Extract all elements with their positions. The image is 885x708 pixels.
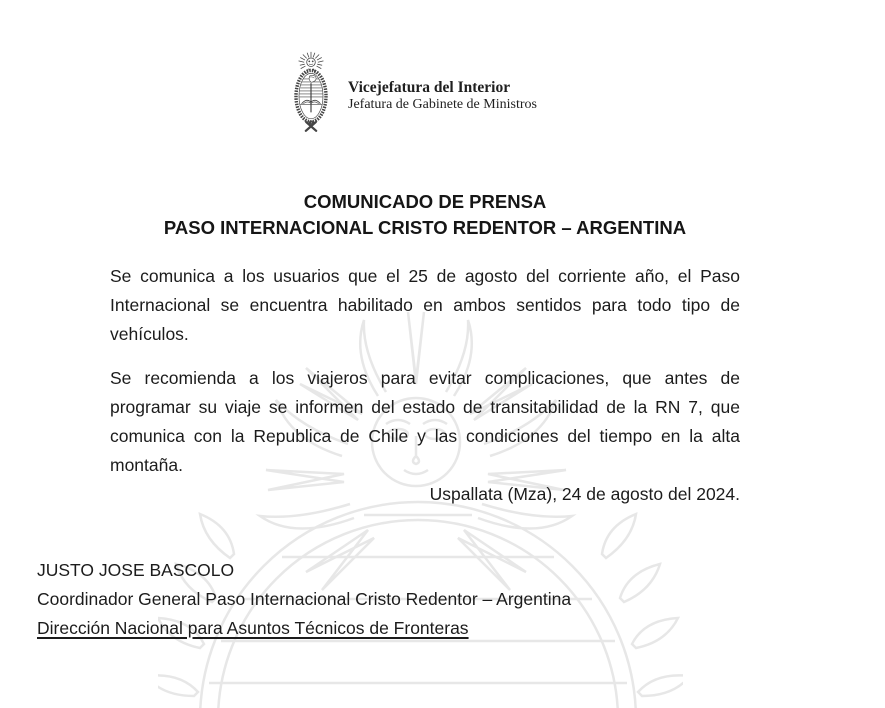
title-line-1: COMUNICADO DE PRENSA bbox=[303, 191, 547, 212]
dateline: Uspallata (Mza), 24 de agosto del 2024. bbox=[429, 484, 740, 504]
signature-block bbox=[37, 556, 571, 643]
signer-department: Dirección Nacional para Asuntos Técnicos de Fronteras bbox=[37, 618, 469, 638]
document-title bbox=[110, 189, 740, 241]
paragraph-line: Internacional se encuentra habilitado en ambos sentidos para todo tipo de bbox=[110, 295, 740, 315]
paragraph-line: comunica con la Republica de Chile y las condiciones del tiempo en la alta bbox=[110, 426, 740, 446]
letterhead bbox=[348, 79, 537, 113]
paragraph-line: montaña. bbox=[110, 455, 183, 475]
signer-name: JUSTO JOSE BASCOLO bbox=[37, 560, 235, 580]
paragraph-line: programar su viaje se informen del estado de transitabilidad de la RN 7, que bbox=[110, 397, 740, 417]
org-parent: Jefatura de Gabinete de Ministros bbox=[348, 97, 537, 112]
paragraph-line: vehículos. bbox=[110, 324, 189, 344]
argentina-coat-of-arms-icon bbox=[287, 50, 335, 137]
signer-role: Coordinador General Paso Internacional Cristo Redentor – Argentina bbox=[37, 589, 572, 609]
org-name: Vicejefatura del Interior bbox=[348, 79, 511, 96]
paragraph-line: Se comunica a los usuarios que el 25 de agosto del corriente año, el Paso bbox=[110, 266, 740, 286]
paragraph-line: Se recomienda a los viajeros para evitar complicaciones, que antes de bbox=[110, 368, 740, 388]
title-line-2: PASO INTERNACIONAL CRISTO REDENTOR – ARGENTINA bbox=[163, 217, 687, 238]
body-paragraph-1 bbox=[110, 262, 740, 349]
body-paragraph-2 bbox=[110, 364, 740, 480]
